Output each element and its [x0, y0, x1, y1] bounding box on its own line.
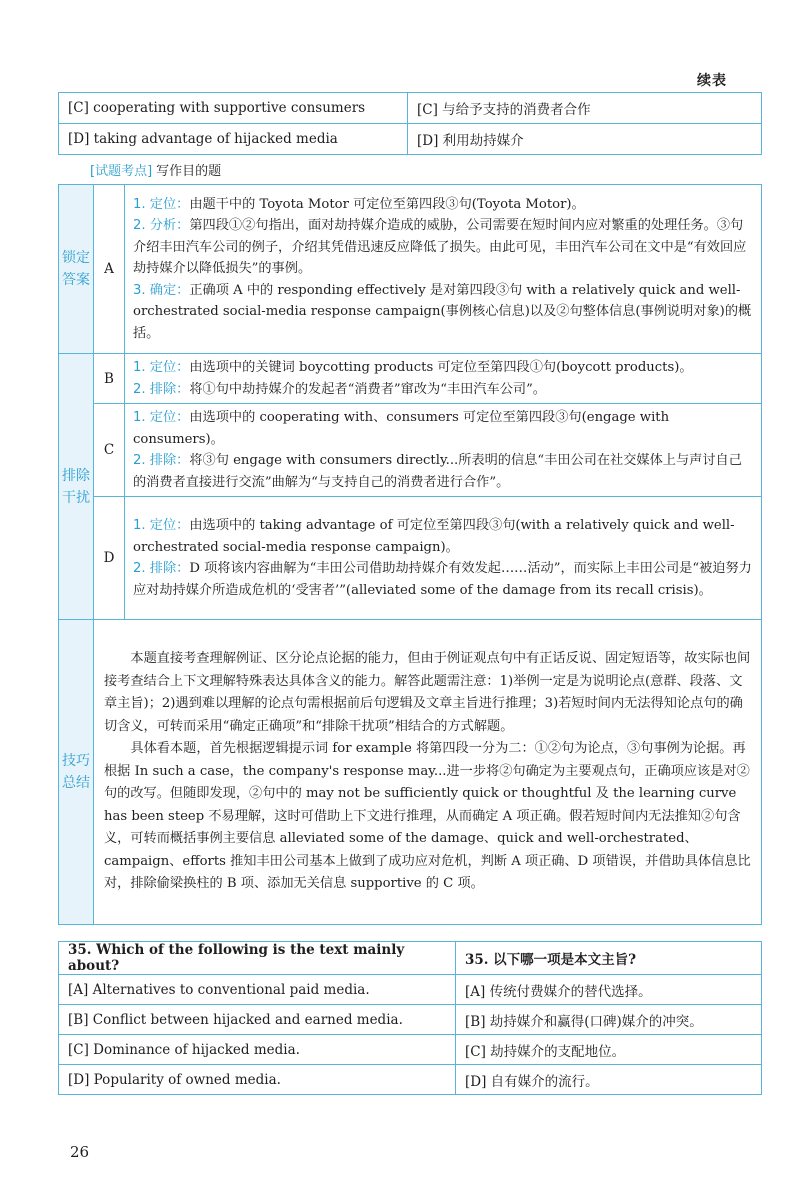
tips-paragraph: 具体看本题，首先根据逻辑提示词 for example 将第四段一分为二：①②句为论点，③句事例为论据。再根据 In such a case，the company's response may...进一步将②句确定为主要观点句，正确项应该是对②句的改写。但随即发现，②句中的 may not be sufficiently quick or thoughtful 及 the learning curve has been steep 不易理解，这时可借助上下文进行推理，从而确定 A 项正确。假若短时间内无法推知②句含义，可转而概括事例主要信息 alleviated some of the damage、quick and well-orchestrated、campaign、efforts 推知丰田公司基本上做到了成功应对危机，判断 A 项正确、D 项错误，并借助具体信息比对，排除偷梁换柱的 B 项、添加无关信息 supportive 的 C 项。 [104, 741, 751, 892]
question-stem-row [59, 942, 762, 975]
option-c-en: [C] cooperating with supportive consumers [59, 93, 408, 124]
question-option-en: [A] Alternatives to conventional paid media. [59, 975, 456, 1005]
list-item: 1. 定位：由选项中的 taking advantage of 可定位至第四段③句(with a relatively quick and well-orchestrated social-media response campaign)。 [133, 518, 735, 555]
key-point-label: [试题考点] [90, 164, 153, 179]
eliminate-row-d [59, 497, 762, 620]
question-option-en: [D] Popularity of owned media. [59, 1065, 456, 1095]
list-item: 2. 分析：第四段①②句指出，面对劫持媒介造成的威胁，公司需要在短时间内应对繁重的处理任务。③句介绍丰田汽车公司的例子，介绍其凭借迅速反应降低了损失。由此可见，丰田汽车公司在文中是“有效回应劫持媒介以降低损失”的事例。 [133, 218, 747, 277]
question-option-zh: [C] 劫持媒介的支配地位。 [456, 1035, 762, 1065]
list-item: 1. 定位：由选项中的 cooperating with、consumers 可定位至第四段③句(engage with consumers)。 [133, 410, 670, 447]
key-point-value: 写作目的题 [156, 164, 222, 179]
table-row [59, 93, 762, 124]
eliminate-title: 排除 干扰 [59, 354, 94, 620]
table-row [59, 1005, 762, 1035]
answer-letter: A [94, 185, 125, 354]
list-item: 1. 定位：由选项中的关键词 boycotting products 可定位至第四段①句(boycott products)。 [133, 360, 693, 375]
analysis-table [58, 184, 762, 925]
question-table [58, 941, 762, 1095]
option-letter: D [94, 497, 125, 620]
option-c-zh: [C] 与给予支持的消费者合作 [408, 93, 762, 124]
eliminate-body-b [125, 354, 762, 404]
tips-paragraph: 本题直接考查理解例证、区分论点论据的能力，但由于例证观点句中有正话反说、固定短语等，故实际也间接考查结合上下文理解特殊表达具体含义的能力。解答此题需注意：1)举例一定是为说明论点(意群、段落、文章主旨)；2)遇到难以理解的论点句需根据前后句逻辑及文章主旨进行推理；3)若短时间内无法得知论点句的确切含义，可转而采用“确定正确项”和“排除干扰项”相结合的方式解题。 [104, 651, 751, 734]
list-item: 2. 排除：将①句中劫持媒介的发起者“消费者”窜改为“丰田汽车公司”。 [133, 381, 546, 397]
question-option-zh: [B] 劫持媒介和赢得(口碑)媒介的冲突。 [456, 1005, 762, 1035]
question-stem-zh: 35. 以下哪一项是本文主旨? [456, 942, 762, 975]
page-number: 26 [70, 1143, 90, 1161]
lock-answer-body [125, 185, 762, 354]
list-item: 1. 定位：由题干中的 Toyota Motor 可定位至第四段③句(Toyota Motor)。 [133, 196, 585, 212]
eliminate-body-c [125, 404, 762, 497]
question-option-en: [C] Dominance of hijacked media. [59, 1035, 456, 1065]
table-row [59, 1035, 762, 1065]
lock-answer-title: 锁定 答案 [59, 185, 94, 354]
continued-label: 续表 [697, 73, 727, 89]
lock-answer-row [59, 185, 762, 354]
eliminate-row-c [59, 404, 762, 497]
list-item: 3. 确定：正确项 A 中的 responding effectively 是对第四段③句 with a relatively quick and well-orchestrated social-media response campaign(事例核心信息)以及②句整体信息(事例说明对象)的概括。 [133, 282, 752, 341]
option-d-en: [D] taking advantage of hijacked media [59, 124, 408, 155]
table-row [59, 975, 762, 1005]
list-item: 2. 排除：D 项将该内容曲解为“丰田公司借助劫持媒介有效发起……活动”，而实际上丰田公司是“被迫努力应对劫持媒介所造成危机的‘受害者’”(alleviated some of the damage from its recall crisis)。 [133, 561, 752, 598]
question-option-zh: [A] 传统付费媒介的替代选择。 [456, 975, 762, 1005]
question-stem-en: 35. Which of the following is the text mainly about? [59, 942, 456, 975]
list-item: 2. 排除：将③句 engage with consumers directly...所表明的信息“丰田公司在社交媒体上与声讨自己的消费者直接进行交流”曲解为“与支持自己的消费者进行合作”。 [133, 453, 742, 490]
tips-body [94, 620, 762, 925]
tips-row [59, 620, 762, 925]
option-d-zh: [D] 利用劫持媒介 [408, 124, 762, 155]
top-options-table [58, 92, 762, 155]
question-option-zh: [D] 自有媒介的流行。 [456, 1065, 762, 1095]
tips-title: 技巧 总结 [59, 620, 94, 925]
eliminate-row-b [59, 354, 762, 404]
table-row [59, 124, 762, 155]
key-point [90, 160, 221, 179]
eliminate-body-d [125, 497, 762, 620]
question-option-en: [B] Conflict between hijacked and earned media. [59, 1005, 456, 1035]
option-letter: B [94, 354, 125, 404]
table-row [59, 1065, 762, 1095]
option-letter: C [94, 404, 125, 497]
